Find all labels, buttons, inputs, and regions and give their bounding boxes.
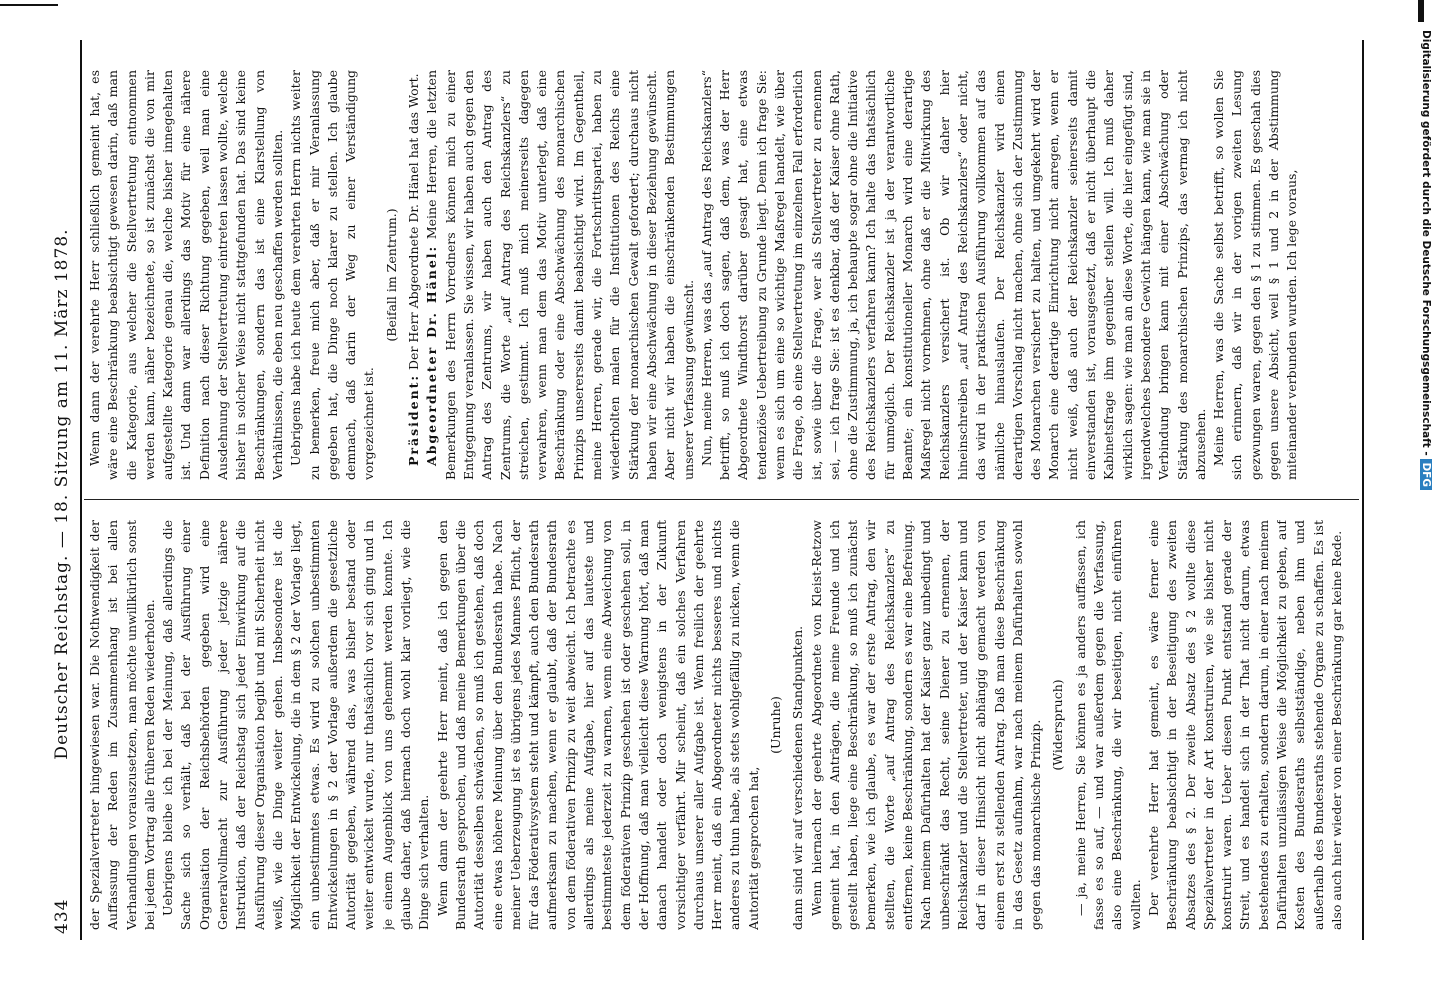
paragraph	[287, 70, 378, 480]
paragraph	[1145, 520, 1346, 930]
paragraph-text: Nun, meine Herren, was das „auf Antrag des Reichskanzlers“ betrifft, so muß ich doch sagen, daß dem, was der Herr Abgeordnete Windthorst darüber gesagt hat, eine etwas tendenziöse Uebertreibung zu Grunde liegt. Denn ich frage Sie: wenn es sich um eine so wichtige Maßregel handelt, wie über die Frage, ob eine Stellvertretung im einzelnen Fall erforderlich ist, sowie über die Frage, wer als Stellvertreter zu ernennen sei, — ich frage Sie: ist es denkbar, daß der Kaiser ohne Rath, ohne die Zustimmung, ja, ich behaupte sogar ohne die Initiative des Reichskanzlers verfahren kann? Ich halte das thatsächlich für unmöglich. Der Reichskanzler ist ja der verantwortliche Beamte; ein konstitutioneller Monarch wird eine derartige Maßregel nicht vornehmen, ohne daß er die Mitwirkung des Reichskanzlers versichert ist. Ob wir daher hier hineinschreiben „auf Antrag des Reichskanzlers“ oder nicht, das wird in der praktischen Ausführung vollkommen auf das nämliche hinauslaufen. Der Reichskanzler wird einen derartigen Vorschlag nicht machen, ohne sich der Zustimmung des Monarchen versichert zu halten, und umgekehrt wird der Monarch eine derartige Einrichtung nicht anregen, wenn er nicht weiß, daß auch der Reichskanzler seinerseits damit einverstanden ist, vorausgesetzt, daß er nicht überhaupt die Kabinetsfrage ihm gegenüber stellen will. Ich muß daher wirklich sagen: wie man an diese Worte, die hier eingefügt sind, irgendwelches besondere Gewicht hängen kann, wie man sie in Verbindung bringen kann mit einer Abschwächung oder Stärkung des monarchischen Prinzips, das vermag ich nicht abzusehen.	[698, 70, 1208, 480]
paragraph-text: Wenn hiernach der geehrte Abgeordnete von Kleist-Retzow gemeint hat, in den Anträgen, die meine Freunde und ich gestellt haben, liege eine Beschränkung, so muß ich zunächst bemerken, wie ich glaube, es war der erste Antrag, den wir stellten, die Worte „auf Antrag des Reichskanzlers“ zu entfernen, keine Beschränkung, sondern es war eine Befreiung. Nach meinem Dafürhalten hat der Kaiser ganz unbedingt und unbeschränkt das Recht, seine Diener zu ernennen, der Reichskanzler und die Stellvertreter, und der Kaiser kann und darf in dieser Hinsicht nicht abhängig gemacht werden von einem erst zu stellenden Antrag. Daß man diese Beschränkung in das Gesetz aufnahm, war nach meinem Dafürhalten sowohl gegen das monarchische Prinzip.	[808, 520, 1044, 930]
paragraph	[434, 520, 763, 930]
paragraph-text: Uebrigens bleibe ich bei der Meinung, daß allerdings die Sache sich so verhält, daß bei der Ausführung einer Organisation der Reichsbehörden gegeben wird eine Generalvollmacht zur Ausführung jeder jetzige nähere Instruktion, daß der Reichstag sich jeder Einwirkung auf die Ausführung dieser Organisation begibt und mit Sicherheit nicht weiß, wie die Dinge weiter gehen. Insbesondere ist die Möglichkeit der Entwickelung, die in dem § 2 der Vorlage liegt, ein unbestimmtes etwas. Es wird zu solchen unbestimmten Entwickelungen in § 2 der Vorlage außerdem die gesetzliche Autorität gegeben, während das, was bisher bestand oder weiter entwickelt wurde, nur thatsächlich vor sich ging und in je einem Augenblick von uns gehemmt werden konnte. Ich glaube daher, daß hiernach doch wohl klar vorliegt, wie die Dinge sich verhalten.	[160, 520, 432, 930]
paragraph	[423, 70, 697, 480]
header-rule	[80, 40, 82, 940]
paragraph-text: (Beifall im Zentrum.)	[383, 208, 399, 342]
paragraph-text: Wenn dann der verehrte Herr schließlich gemeint hat, es wäre eine Beschränkung beabsichtigt gewesen darin, daß man die Kategorie, aus welcher die Stellvertretung entnommen werden kann, näher bezeichnete, so ist zunächst die von mir aufgestellte Kategorie genau die, welche bisher innegehalten ist. Und dann war allerdings das Motiv für eine nähere Definition nach dieser Richtung gegeben, weil man eine Ausdehnung der Stellvertretung eintreten lassen wollte, welche bisher in solcher Weise nicht stattgefunden hat. Das sind keine Beschränkungen, sondern das ist eine Klarstellung von Verhältnissen, die eben neu geschaffen werden sollten.	[87, 70, 285, 480]
paragraph	[808, 520, 1046, 930]
attribution-text	[1416, 0, 1432, 1000]
footer-rule	[1362, 40, 1364, 940]
attribution-label: Digitalisierung gefördert durch die Deutsche Forschungsgemeinschaft -	[1420, 30, 1432, 460]
stage-direction	[1049, 520, 1067, 930]
column-divider	[84, 499, 1359, 500]
paragraph-text: dann sind wir auf verschiedenen Standpunkten.	[790, 625, 806, 930]
paragraph-text: Der Herr Abgeordnete Dr. Hänel hat das Wort.	[406, 73, 422, 374]
paragraph	[86, 520, 159, 930]
paragraph	[405, 70, 423, 480]
speaker-name: Präsident:	[406, 373, 422, 466]
speaker-name: Abgeordneter Dr. Hänel:	[424, 244, 440, 466]
stage-direction	[383, 70, 401, 480]
page-header	[52, 54, 76, 934]
paragraph	[86, 70, 287, 480]
text-column-left	[86, 520, 1356, 930]
paragraph-text: (Widerspruch)	[1050, 679, 1066, 771]
paragraph-text: Wenn dann der geehrte Herr meint, daß ich gegen den Bundesrath gesprochen, und daß meine Bemerkungen über die Autorität desselben schwächen, so muß ich gestehen, daß doch eine etwas höhere Meinung über den Bundesrath habe. Nach meiner Ueberzeugung ist es übrigens jedes Mannes Pflicht, der für das Föderativsystem steht und kämpft, auch den Bundesrath aufmerksam zu machen, wenn er glaubt, daß der Bundesrath von dem föderativen Prinzip zu weit abweicht. Ich betrachte es allerdings als meine Aufgabe, hier auf das lauteste und bestimmteste jederzeit zu warnen, wenn eine Abweichung von dem föderativen Prinzip geschehen ist oder geschehen soll, in der Hoffnung, daß man vielleicht diese Warnung hört, daß man danach handelt oder doch wenigstens in der Zukunft vorsichtiger verfährt. Mir scheint, daß ein solches Verfahren durchaus unserer aller Aufgabe ist. Wenn freilich der geehrte Herr meint, daß ein Abgeordneter nichts besseres und nichts anderes zu thun habe, als stets wohlgefällig zu nicken, wenn die Autorität gesprochen hat,	[434, 520, 761, 930]
paragraph-text: Meine Herren, was die Sache selbst betrifft, so wollen Sie sich erinnern, daß wir in der vorigen zweiten Lesung gezwungen waren, gegen den § 1 zu stimmen. Es geschah dies gegen unsere Absicht, weil § 1 und 2 in der Abstimmung miteinander verbunden wurden. Ich lege voraus,	[1211, 70, 1300, 480]
paragraph	[159, 520, 433, 930]
attribution-strip	[1416, 0, 1432, 1000]
paragraph-text: Uebrigens habe ich heute dem verehrten Herrn nichts weiter zu bemerken, freue mich aber, daß er mir Veranlassung gegeben hat, die Dinge noch klarer zu stellen. Ich glaube demnach, daß darin der Weg zu einer Verständigung vorgezeichnet ist.	[288, 70, 377, 480]
text-column-right	[86, 70, 1356, 480]
scan-corner-mark	[0, 0, 60, 10]
paragraph-text: — ja, meine Herren, Sie können es ja anders auffassen, ich fasse es so auf, — und war außerdem gegen die Verfassung, also eine Beschränkung, die wir beseitigen, nicht einführen wollten.	[1072, 520, 1143, 930]
paragraph-text: der Spezialvertreter hingewiesen war. Die Nothwendigkeit der Auffassung der Reden im Zusammenhang ist bei allen Verhandlungen vorauszusetzen, man möchte unwillkürlich sonst bei jedem Vortrag alle früheren Reden wiederholen.	[87, 520, 157, 930]
dfg-logo: DFG	[1420, 459, 1432, 490]
paragraph-text: Meine Herren, die letzten Bemerkungen des Herrn Vorredners können mich zu einer Entgegnung veranlassen. Sie wissen, wir haben auch gegen den Antrag des Zentrums, wir haben auch den Antrag des Zentrums, die Worte „auf Antrag des Reichskanzlers“ zu streichen, gestimmt. Ich muß mich meinerseits dagegen verwahren, wenn man dem das Motiv unterlegt, daß eine Beschränkung oder eine Abschwächung des monarchischen Prinzips unsererseits damit beabsichtigt wird. Im Gegentheil, meine Herren, gerade wir, die Fortschrittspartei, haben zu wiederholten malen für die Institutionen des Reichs eine Stärkung der monarchischen Gewalt gefordert; durchaus nicht haben wir eine Abschwächung in dieser Beziehung gewünscht. Aber nicht wir haben die einschränkenden Bestimmungen unserer Verfassung gewünscht.	[424, 70, 696, 480]
paragraph	[1210, 70, 1301, 480]
paragraph-text: (Unruhe)	[767, 696, 783, 754]
page-number: 434	[52, 898, 72, 934]
paragraph	[698, 70, 1210, 480]
paragraph-text: Der verehrte Herr hat gemeint, es wäre ferner eine Beschränkung beabsichtigt in der Beseitigung des zweiten Absatzes des § 2. Der zweite Absatz des § 2 wollte diese Spezialvertreter in der Art konstruiren, wie sie bisher nicht konstruirt waren. Ueber diesen Punkt entstand gerade der Streit, und es handelt sich in der That nicht darum, etwas bestehendes zu erhalten, sondern darum, in einer nach meinem Dafürhalten unzulässigen Weise die Möglichkeit zu geben, auf Kosten des Bundesraths selbstständige, neben ihm und außerhalb des Bundesraths stehende Organe zu schaffen. Es ist also auch hier wieder von einer Beschränkung gar keine Rede.	[1145, 520, 1344, 930]
paragraph	[1072, 520, 1145, 930]
stage-direction	[767, 520, 785, 930]
paragraph	[789, 520, 807, 930]
page-title: Deutscher Reichstag. — 18. Sitzung am 11. März 1878.	[52, 228, 72, 760]
